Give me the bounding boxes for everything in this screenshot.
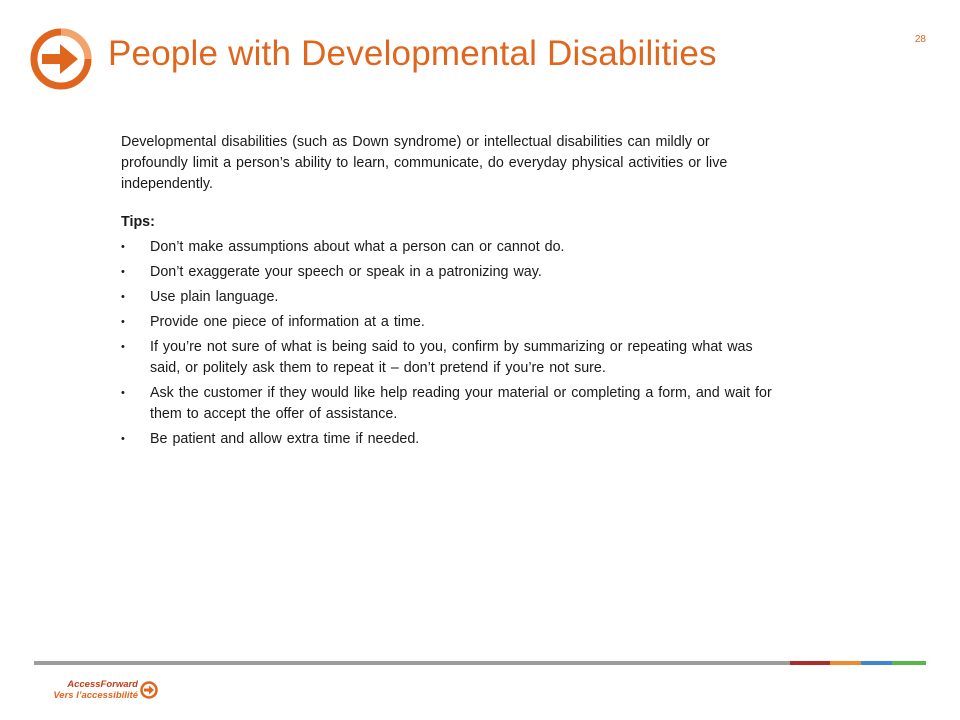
- tip-text: Ask the customer if they would like help reading your material or completing a form, and wait for them to accept the offer of assistance.: [150, 385, 772, 422]
- tip-text: Provide one piece of information at a time.: [150, 314, 425, 330]
- footer-divider: [34, 661, 926, 665]
- tip-text: Use plain language.: [150, 289, 279, 305]
- footer-divider-grey: [34, 661, 790, 665]
- footer-brand-tagline: Vers l’accessibilité: [53, 690, 138, 701]
- list-item: [121, 383, 781, 425]
- footer-divider-red: [790, 661, 830, 665]
- tip-text: Be patient and allow extra time if needed.: [150, 431, 420, 447]
- tip-text: Don’t exaggerate your speech or speak in a patronizing way.: [150, 264, 542, 280]
- slide-content: [121, 132, 781, 454]
- list-item: [121, 237, 781, 258]
- page-title: People with Developmental Disabilities: [108, 34, 717, 73]
- bullet-icon: •: [121, 266, 125, 278]
- bullet-icon: •: [121, 433, 125, 445]
- tips-heading: Tips:: [121, 214, 155, 230]
- bullet-icon: •: [121, 316, 125, 328]
- orange-circle-arrow-icon: [30, 28, 92, 90]
- bullet-icon: •: [121, 341, 125, 353]
- list-item: [121, 429, 781, 450]
- intro-paragraph: Developmental disabilities (such as Down syndrome) or intellectual disabilities can mildly or profoundly limit a person’s ability to learn, communicate, do everyday physical activities or live independently.: [121, 134, 728, 192]
- footer-logo-text: [36, 679, 138, 701]
- list-item: [121, 337, 781, 379]
- bullet-icon: •: [121, 241, 125, 253]
- page-number: 28: [914, 34, 926, 45]
- bullet-icon: •: [121, 387, 125, 399]
- tip-text: If you’re not sure of what is being said to you, confirm by summarizing or repeating what was said, or politely ask them to repeat it – don’t pretend if you’re not sure.: [150, 339, 753, 376]
- accessforward-arrow-icon: [140, 681, 158, 699]
- footer-divider-blue: [861, 661, 892, 665]
- tip-text: Don’t make assumptions about what a person can or cannot do.: [150, 239, 565, 255]
- footer-divider-green: [892, 661, 926, 665]
- footer-brand-name: AccessForward: [67, 679, 138, 690]
- list-item: [121, 287, 781, 308]
- tips-list: [121, 237, 781, 450]
- footer-logo: [36, 679, 166, 701]
- list-item: [121, 312, 781, 333]
- bullet-icon: •: [121, 291, 125, 303]
- list-item: [121, 262, 781, 283]
- footer-divider-orange: [830, 661, 861, 665]
